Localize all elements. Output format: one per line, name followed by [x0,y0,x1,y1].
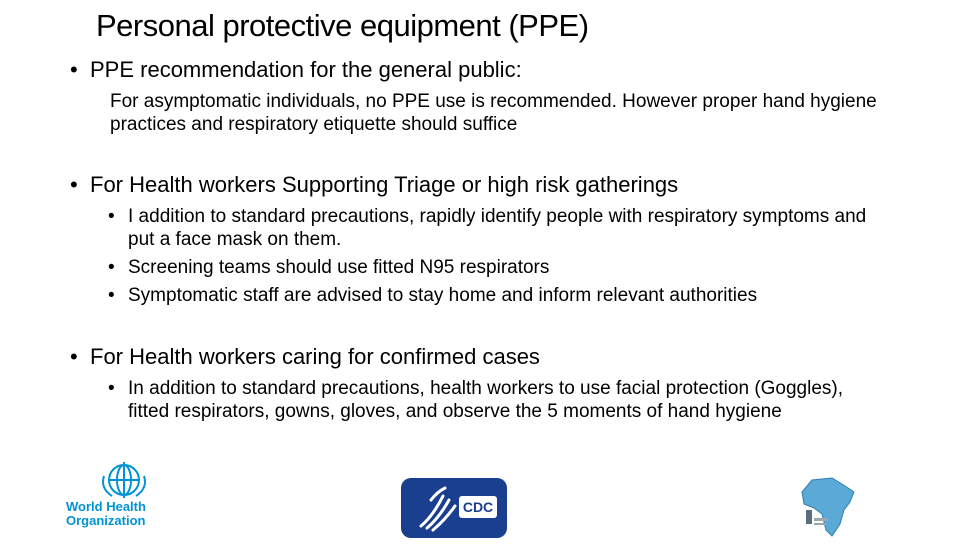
who-name-line1: World Health [66,499,146,514]
cdc-badge [459,496,497,518]
bullet-glyph: • [70,57,78,82]
section-heading-text: PPE recommendation for the general public: [90,57,522,82]
who-logo [64,458,184,536]
section-heading-text: For Health workers caring for confirmed cases [90,344,540,369]
africa-map-icon [798,474,860,540]
general-public-text: For asymptomatic individuals, no PPE use is recommended. However proper hand hygiene practices and respiratory etiquette should suffice [110,91,877,135]
bullet-triage-3 [108,284,888,307]
bullet-triage-2 [108,256,888,279]
bullet-glyph: • [108,285,115,306]
bullet-glyph: • [108,378,115,399]
bullet-glyph: • [70,172,78,197]
who-name-line2: Organization [66,513,146,528]
bullet-text: I addition to standard precautions, rapidly identify people with respiratory symptoms and put a face mask on them. [128,206,867,250]
bullet-text: In addition to standard precautions, health workers to use facial protection (Goggles), fitted respirators, gowns, gloves, and observe the 5 moments of hand hygiene [128,378,844,422]
bullet-glyph: • [70,344,78,369]
bullet-text: Screening teams should use fitted N95 respirators [128,257,550,278]
slide-title: Personal protective equipment (PPE) [96,8,589,43]
bullet-confirmed-1 [108,377,888,423]
hhs-eagle-icon [411,478,461,538]
section-heading-text: For Health workers Supporting Triage or high risk gatherings [90,172,679,197]
bullet-glyph: • [108,257,115,278]
cdc-badge-text: CDC [462,499,494,515]
bullet-triage-1 [108,205,888,251]
bullet-text: Symptomatic staff are advised to stay home and inform relevant authorities [128,285,758,306]
bullet-glyph: • [108,206,115,227]
cdc-logo [401,478,507,538]
africa-cdc-logo [798,474,860,540]
